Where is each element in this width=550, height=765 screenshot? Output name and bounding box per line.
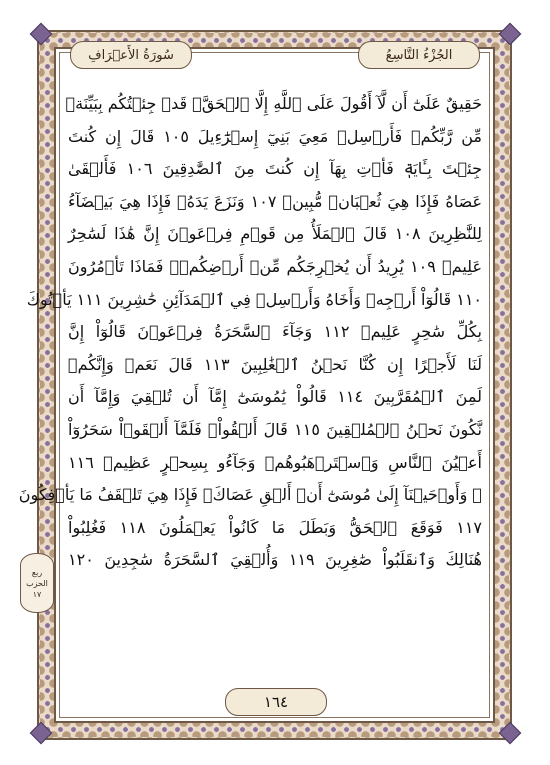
text-line: عَصَاهُ فَإِذَا هِيَ ثُعۡبَانٞ مُّبِينٞ ١٠٧ وَنَزَعَ يَدَهُۥ فَإِذَا هِيَ بَيۡضَآءُ — [68, 191, 483, 211]
text-line: ١١٧ فَوَقَعَ ٱلۡحَقُّ وَبَطَلَ مَا كَانُواْ يَعۡمَلُونَ ١١٨ فَغُلِبُواْ — [68, 517, 482, 537]
page-number: ١٦٤ — [263, 693, 289, 711]
text-line: هُنَالِكَ وَٱنقَلَبُواْ صَٰغِرِينَ ١١٩ وَأُلۡقِيَ ٱلسَّحَرَةُ سَٰجِدِينَ ١٢٠ — [68, 550, 482, 570]
text-line: بِكُلِّ سَٰحِرٍ عَلِيمٖ ١١٢ وَجَآءَ ٱلسَّحَرَةُ فِرۡعَوۡنَ قَالُوٓاْ إِنَّ — [68, 322, 483, 342]
text-line: لِلنَّٰظِرِينَ ١٠٨ قَالَ ٱلۡمَلَأُ مِن قَوۡمِ فِرۡعَوۡنَ إِنَّ هَٰذَا لَسَٰحِرٌ — [68, 224, 483, 244]
text-line: ۞ وَأَوۡحَيۡنَآ إِلَىٰ مُوسَىٰٓ أَنۡ أَلۡقِ عَصَاكَۖ فَإِذَا هِيَ تَلۡقَفُ مَا يَأۡفِكُونَ — [18, 485, 482, 505]
page-header — [60, 40, 490, 70]
hizb-label: الحزب — [26, 578, 48, 588]
text-line: لَنَا لَأَجۡرًا إِن كُنَّا نَحۡنُ ٱلۡغَٰلِبِينَ ١١٣ قَالَ نَعَمۡ وَإِنَّكُمۡ — [68, 354, 482, 374]
hizb-number: ١٧ — [32, 589, 42, 599]
text-line: حَقِيقٌ عَلَىٰٓ أَن لَّآ أَقُولَ عَلَى ٱللَّهِ إِلَّا ٱلۡحَقَّۚ قَدۡ جِئۡتُكُم بِبَيِّنَةٖ — [65, 94, 482, 113]
surah-name: سُورَةُ الأَعۡرَافِ — [88, 47, 174, 63]
text-line: نَّكُونَ نَحۡنُ ٱلۡمُلۡقِينَ ١١٥ قَالَ أَلۡقُواْۖ فَلَمَّآ أَلۡقَوۡاْ سَحَرُوٓاْ — [68, 419, 483, 439]
page-number-cartouche — [225, 688, 327, 716]
text-line: ١١٠ قَالُوٓاْ أَرۡجِهۡ وَأَخَاهُ وَأَرۡسِلۡ فِي ٱلۡمَدَآئِنِ حَٰشِرِينَ ١١١ يَأۡتُوكَ — [26, 289, 482, 309]
text-line: عَلِيمٞ ١٠٩ يُرِيدُ أَن يُخۡرِجَكُم مِّنۡ أَرۡضِكُمۡۖ فَمَاذَا تَأۡمُرُونَ — [68, 256, 482, 276]
text-line: أَعۡيُنَ ٱلنَّاسِ وَٱسۡتَرۡهَبُوهُمۡ وَجَآءُو بِسِحۡرٍ عَظِيمٖ ١١٦ — [68, 452, 482, 472]
surah-name-cartouche — [70, 41, 192, 69]
juz-name-cartouche — [358, 41, 480, 69]
text-line: مِّن رَّبِّكُمۡ فَأَرۡسِلۡ مَعِيَ بَنِيٓ إِسۡرَٰٓءِيلَ ١٠٥ قَالَ إِن كُنتَ — [68, 126, 482, 146]
juz-name: الجُزْءُ التَّاسِعُ — [385, 47, 453, 63]
hizb-quarter-marker — [20, 553, 54, 613]
text-line: جِئۡتَ بِـَٔايَةٖ فَأۡتِ بِهَآ إِن كُنتَ مِنَ ٱلصَّٰدِقِينَ ١٠٦ فَأَلۡقَىٰ — [68, 159, 483, 179]
hizb-quarter-label: ربع — [31, 567, 43, 577]
text-line: لَمِنَ ٱلۡمُقَرَّبِينَ ١١٤ قَالُواْ يَٰمُوسَىٰٓ إِمَّآ أَن تُلۡقِيَ وَإِمَّآ أَن — [68, 387, 482, 407]
